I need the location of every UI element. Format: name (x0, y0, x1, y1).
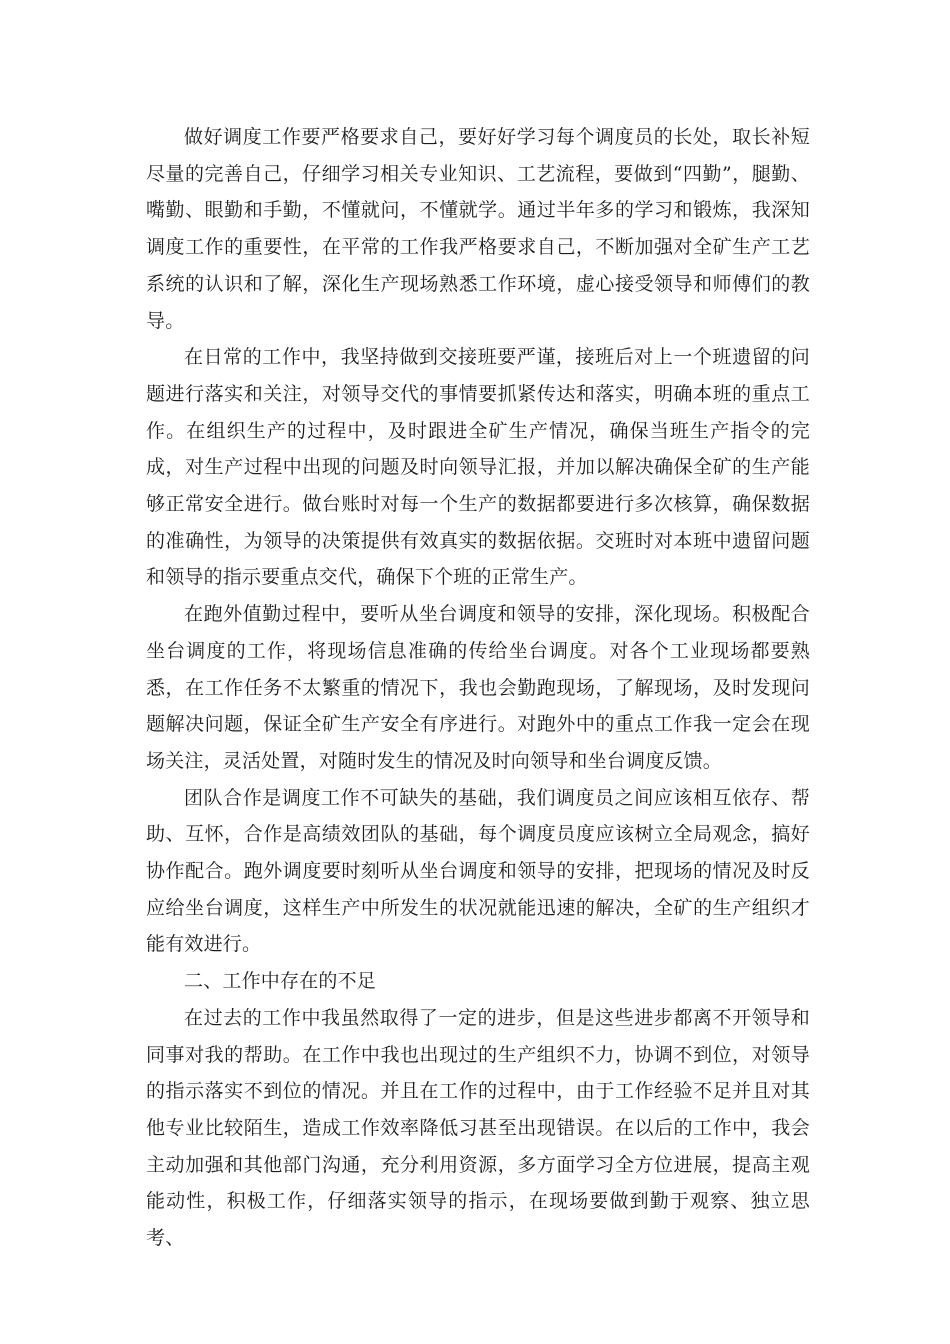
section-heading: 二、工作中存在的不足 (184, 970, 377, 993)
paragraph-field-duty: 在跑外值勤过程中，要听从坐台调度和领导的安排，深化现场。积极配合坐台调度的工作，将现场信息准确的传给坐台调度。对各个工业现场都要熟悉，在工作任务不太繁重的情况下，我也会勤跑现场，了解现场，及时发现问题解决问题，保证全矿生产安全有序进行。对跑外中的重点工作我一定会在现场关注，灵活处置，对随时发生的情况及时向领导和坐台调度反馈。 (146, 603, 810, 772)
paragraph-study: 做好调度工作要严格要求自己，要好好学习每个调度员的长处，取长补短尽量的完善自己，仔细学习相关专业知识、工艺流程，要做到“四勤”，腿勤、嘴勤、眼勤和手勤，不懂就问，不懂就学。通过半年多的学习和锻炼，我深知调度工作的重要性，在平常的工作我严格要求自己，不断加强对全矿生产工艺系统的认识和了解，深化生产现场熟悉工作环境，虚心接受领导和师傅们的教导。 (146, 126, 810, 332)
paragraph-shortcomings: 在过去的工作中我虽然取得了一定的进步，但是这些进步都离不开领导和同事对我的帮助。在工作中我也出现过的生产组织不力，协调不到位，对领导的指示落实不到位的情况。并且在工作的过程中，由于工作经验不足并且对其他专业比较陌生，造成工作效率降低习甚至出现错误。在以后的工作中，我会主动加强和其他部门沟通，充分利用资源，多方面学习全方位进展，提高主观能动性，积极工作，仔细落实领导的指示，在现场要做到勤于观察、独立思考、 (146, 1006, 810, 1250)
paragraph-teamwork: 团队合作是调度工作不可缺失的基础，我们调度员之间应该相互依存、帮助、互怀，合作是高绩效团队的基础，每个调度员度应该树立全局观念，搞好协作配合。跑外调度要时刻听从坐台调度和领导的安排，把现场的情况及时反应给坐台调度，这样生产中所发生的状况就能迅速的解决，全矿的生产组织才能有效进行。 (146, 786, 810, 956)
paragraph-daily-work: 在日常的工作中，我坚持做到交接班要严谨，接班后对上一个班遗留的问题进行落实和关注，对领导交代的事情要抓紧传达和落实，明确本班的重点工作。在组织生产的过程中，及时跟进全矿生产情况，确保当班生产指令的完成，对生产过程中出现的问题及时向领导汇报，并加以解决确保全矿的生产能够正常安全进行。做台账时对每一个生产的数据都要进行多次核算，确保数据的准确性，为领导的决策提供有效真实的数据依据。交班时对本班中遗留问题和领导的指示要重点交代，确保下个班的正常生产。 (146, 346, 810, 589)
document-body (146, 119, 810, 1257)
